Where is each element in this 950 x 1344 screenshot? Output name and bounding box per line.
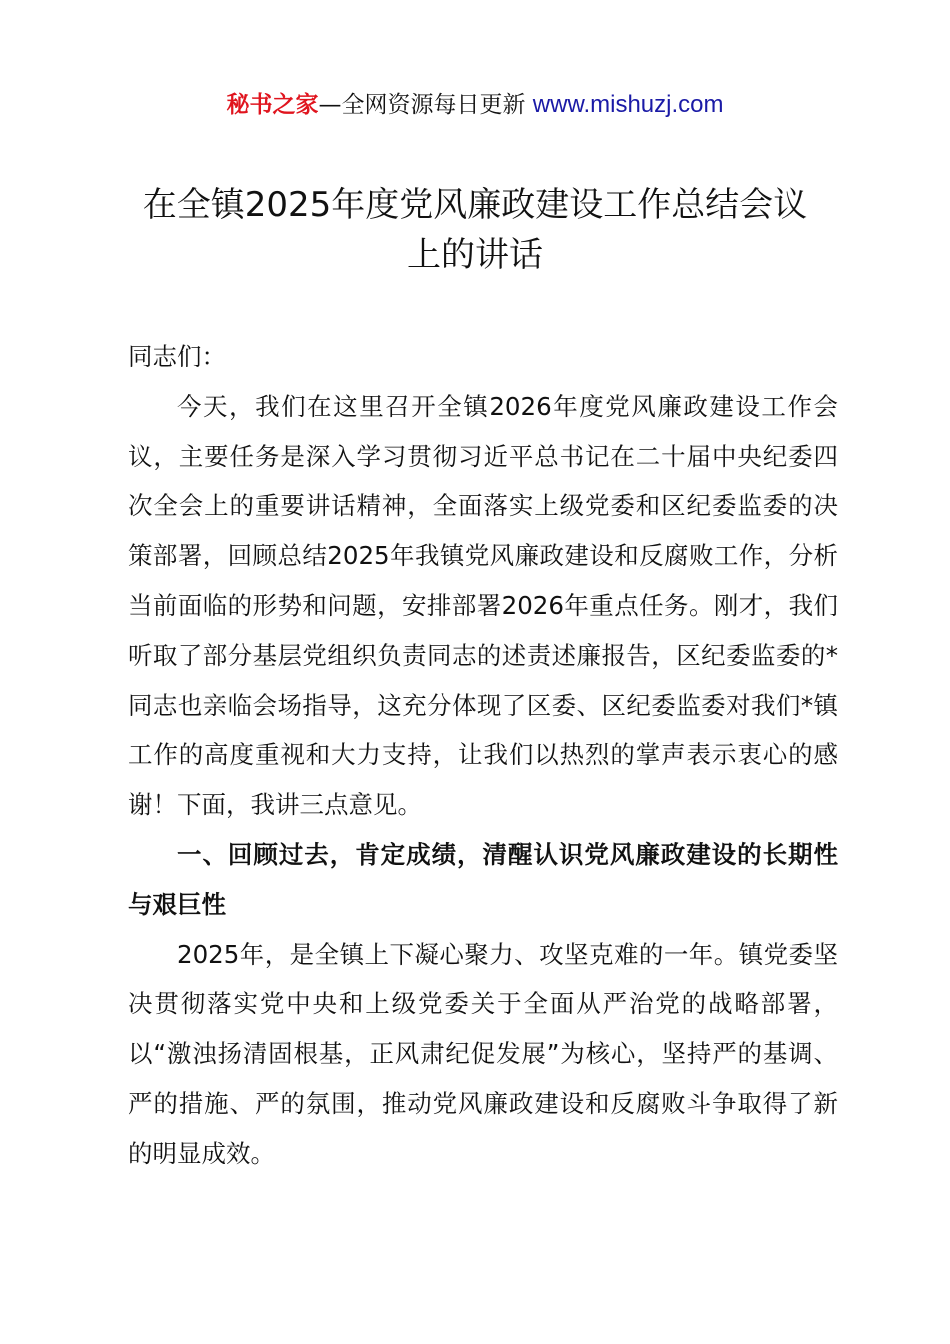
site-header (0, 88, 950, 122)
site-tagline: —全网资源每日更新 (318, 92, 526, 118)
section-heading: 一、回顾过去，肯定成绩，清醒认识党风廉政建设的长期性与艰巨性 (128, 839, 838, 919)
title-line-1: 在全镇2025年度党风廉政建设工作总结会议 (142, 185, 808, 225)
document-title (120, 180, 830, 280)
document-body (128, 332, 838, 1179)
title-line-2: 上的讲话 (407, 235, 543, 275)
salutation: 同志们： (128, 342, 226, 371)
site-name: 秘书之家 (226, 92, 319, 118)
site-url-link[interactable]: www.mishuzj.com (532, 91, 724, 118)
paragraph: 2025年，是全镇上下凝心聚力、攻坚克难的一年。镇党委坚决贯彻落实党中央和上级党委关于全面从严治党的战略部署，以“激浊扬清固根基，正风肃纪促发展”为核心，坚持严的基调、严的措施、严的氛围，推动党风廉政建设和反腐败斗争取得了新的明显成效。 (128, 939, 838, 1168)
paragraph: 今天，我们在这里召开全镇2026年度党风廉政建设工作会议，主要任务是深入学习贯彻习近平总书记在二十届中央纪委四次全会上的重要讲话精神，全面落实上级党委和区纪委监委的决策部署，回顾总结2025年我镇党风廉政建设和反腐败工作，分析当前面临的形势和问题，安排部署2026年重点任务。刚才，我们听取了部分基层党组织负责同志的述责述廉报告，区纪委监委的*同志也亲临会场指导，这充分体现了区委、区纪委监委对我们*镇工作的高度重视和大力支持，让我们以热烈的掌声表示衷心的感谢！下面，我讲三点意见。 (128, 391, 838, 820)
